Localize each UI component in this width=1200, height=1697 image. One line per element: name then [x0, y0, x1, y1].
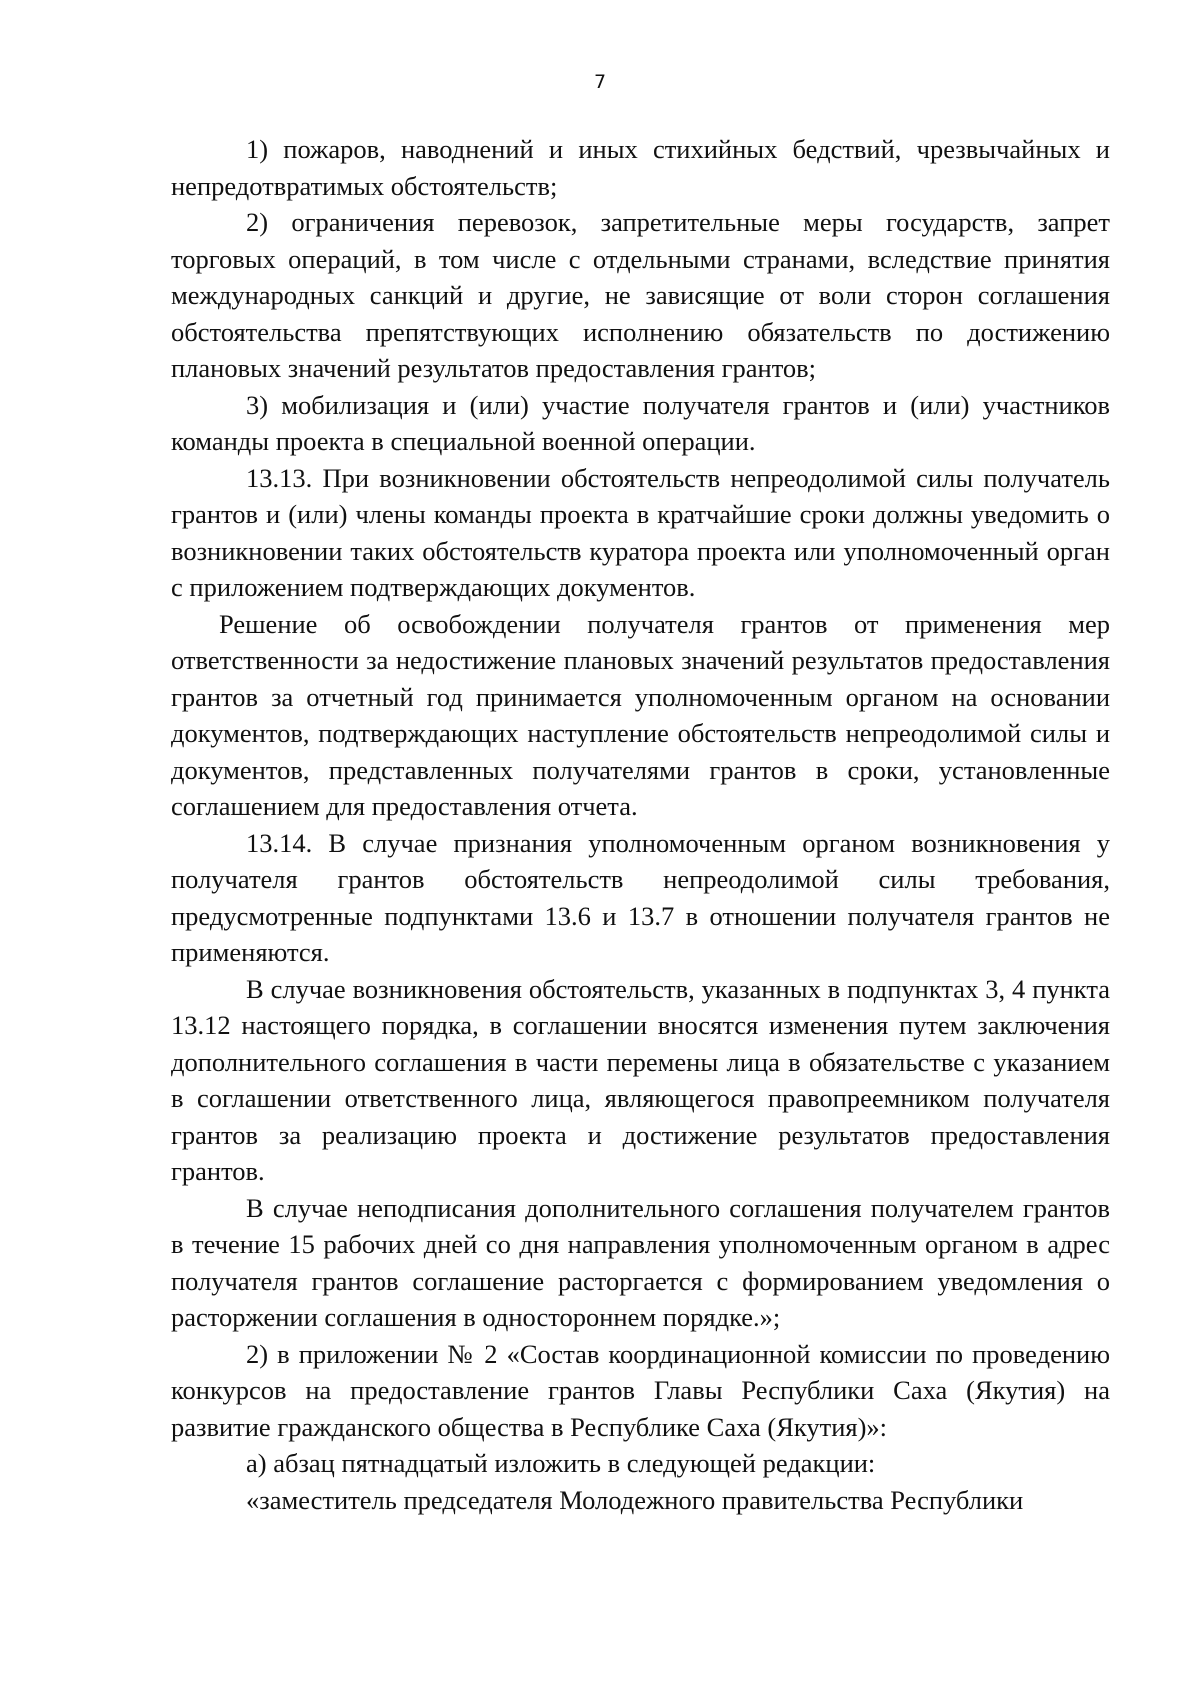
paragraph: 13.13. При возникновении обстоятельств непреодолимой силы получатель грантов и (или) члены команды проекта в кратчайшие сроки должны уведомить о возникновении таких обстоятельств куратора проекта или уполномоченный орган с приложением подтверждающих документов.	[171, 462, 1110, 602]
paragraph: В случае неподписания дополнительного соглашения получателем грантов в течение 15 рабочих дней со дня направления уполномоченным органом в адрес получателя грантов соглашение расторгается с формированием уведомления о расторжении соглашения в одностороннем порядке.»;	[171, 1192, 1110, 1332]
paragraph: Решение об освобождении получателя грантов от применения мер ответственности за недостижение плановых значений результатов предоставления грантов за отчетный год принимается уполномоченным органом на основании документов, подтверждающих наступление обстоятельств непреодолимой силы и документов, представленных получателями грантов в сроки, установленные соглашением для предоставления отчета.	[171, 608, 1110, 821]
paragraph: 13.14. В случае признания уполномоченным органом возникновения у получателя грантов обстоятельств непреодолимой силы требования, предусмотренные подпунктами 13.6 и 13.7 в отношении получателя грантов не применяются.	[171, 827, 1110, 967]
paragraph: 3) мобилизация и (или) участие получателя грантов и (или) участников команды проекта в специальной военной операции.	[171, 389, 1110, 456]
paragraph: «заместитель председателя Молодежного правительства Республики	[246, 1484, 1024, 1515]
paragraph: 2) в приложении № 2 «Состав координационной комиссии по проведению конкурсов на предоставление грантов Главы Республики Саха (Якутия) на развитие гражданского общества в Республике Саха (Якутия)»:	[171, 1338, 1110, 1442]
document-body	[171, 131, 1110, 1518]
paragraph: 1) пожаров, наводнений и иных стихийных бедствий, чрезвычайных и непредотвратимых обстоятельств;	[171, 134, 1110, 201]
paragraph: а) абзац пятнадцатый изложить в следующей редакции:	[246, 1448, 876, 1478]
paragraph: В случае возникновения обстоятельств, указанных в подпунктах 3, 4 пункта 13.12 настоящего порядка, в соглашении вносятся изменения путем заключения дополнительного соглашения в части перемены лица в обязательстве с указанием в соглашении ответственного лица, являющегося правопреемником получателя грантов за реализацию проекта и достижение результатов предоставления грантов.	[171, 973, 1110, 1186]
page-number: 7	[593, 71, 607, 93]
paragraph: 2) ограничения перевозок, запретительные меры государств, запрет торговых операций, в том числе с отдельными странами, вследствие принятия международных санкций и другие, не зависящие от воли сторон соглашения обстоятельства препятствующих исполнению обязательств по достижению плановых значений результатов предоставления грантов;	[171, 207, 1110, 383]
